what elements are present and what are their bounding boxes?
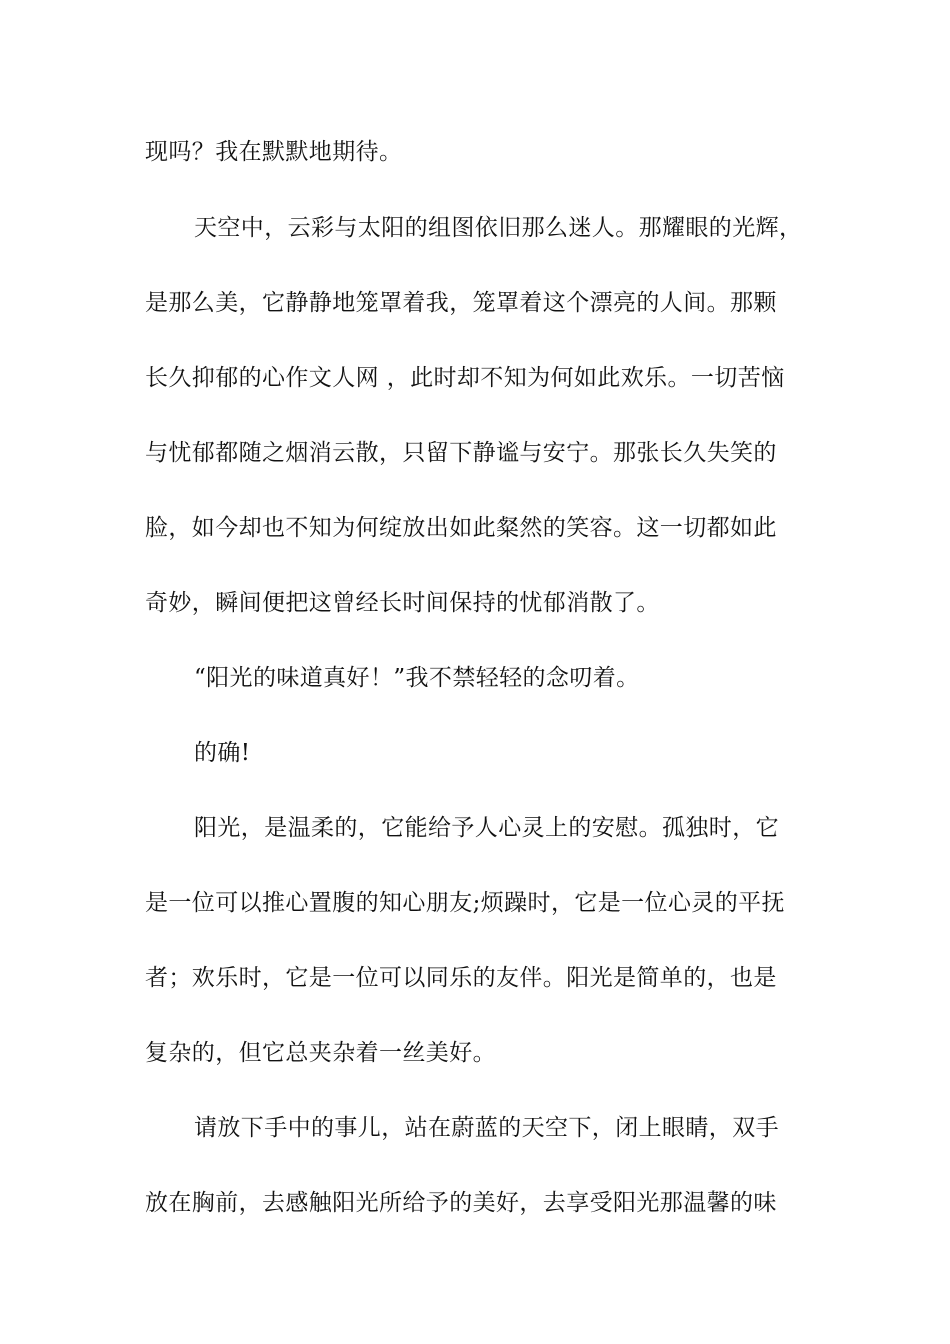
text-line: 阳光，是温柔的，它能给予人心灵上的安慰。孤独时，它 xyxy=(194,815,779,841)
text-line: 者；欢乐时，它是一位可以同乐的友伴。阳光是简单的，也是 xyxy=(145,965,777,991)
text-line: 天空中，云彩与太阳的组图依旧那么迷人。那耀眼的光辉， xyxy=(194,215,803,241)
text-line: 是一位可以推心置腹的知心朋友;烦躁时，它是一位心灵的平抚 xyxy=(145,890,785,916)
text-line: “阳光的味道真好！”我不禁轻轻的念叨着。 xyxy=(194,665,640,691)
text-line: 现吗？我在默默地期待。 xyxy=(145,139,403,165)
text-line: 奇妙，瞬间便把这曾经长时间保持的忧郁消散了。 xyxy=(145,590,660,616)
text-line: 请放下手中的事儿，站在蔚蓝的天空下，闭上眼睛，双手 xyxy=(194,1115,779,1141)
text-line: 复杂的，但它总夹杂着一丝美好。 xyxy=(145,1040,496,1066)
text-line: 放在胸前，去感触阳光所给予的美好，去享受阳光那温馨的味 xyxy=(145,1190,777,1216)
text-line: 与忧郁都随之烟消云散，只留下静谧与安宁。那张长久失笑的 xyxy=(145,440,777,466)
text-line: 的确! xyxy=(194,740,251,766)
text-line: 脸，如今却也不知为何绽放出如此粲然的笑容。这一切都如此 xyxy=(145,515,777,541)
text-line: 是那么美，它静静地笼罩着我，笼罩着这个漂亮的人间。那颗 xyxy=(145,290,777,316)
text-line: 长久抑郁的心作文人网 ，此时却不知为何如此欢乐。一切苦恼 xyxy=(145,365,785,391)
